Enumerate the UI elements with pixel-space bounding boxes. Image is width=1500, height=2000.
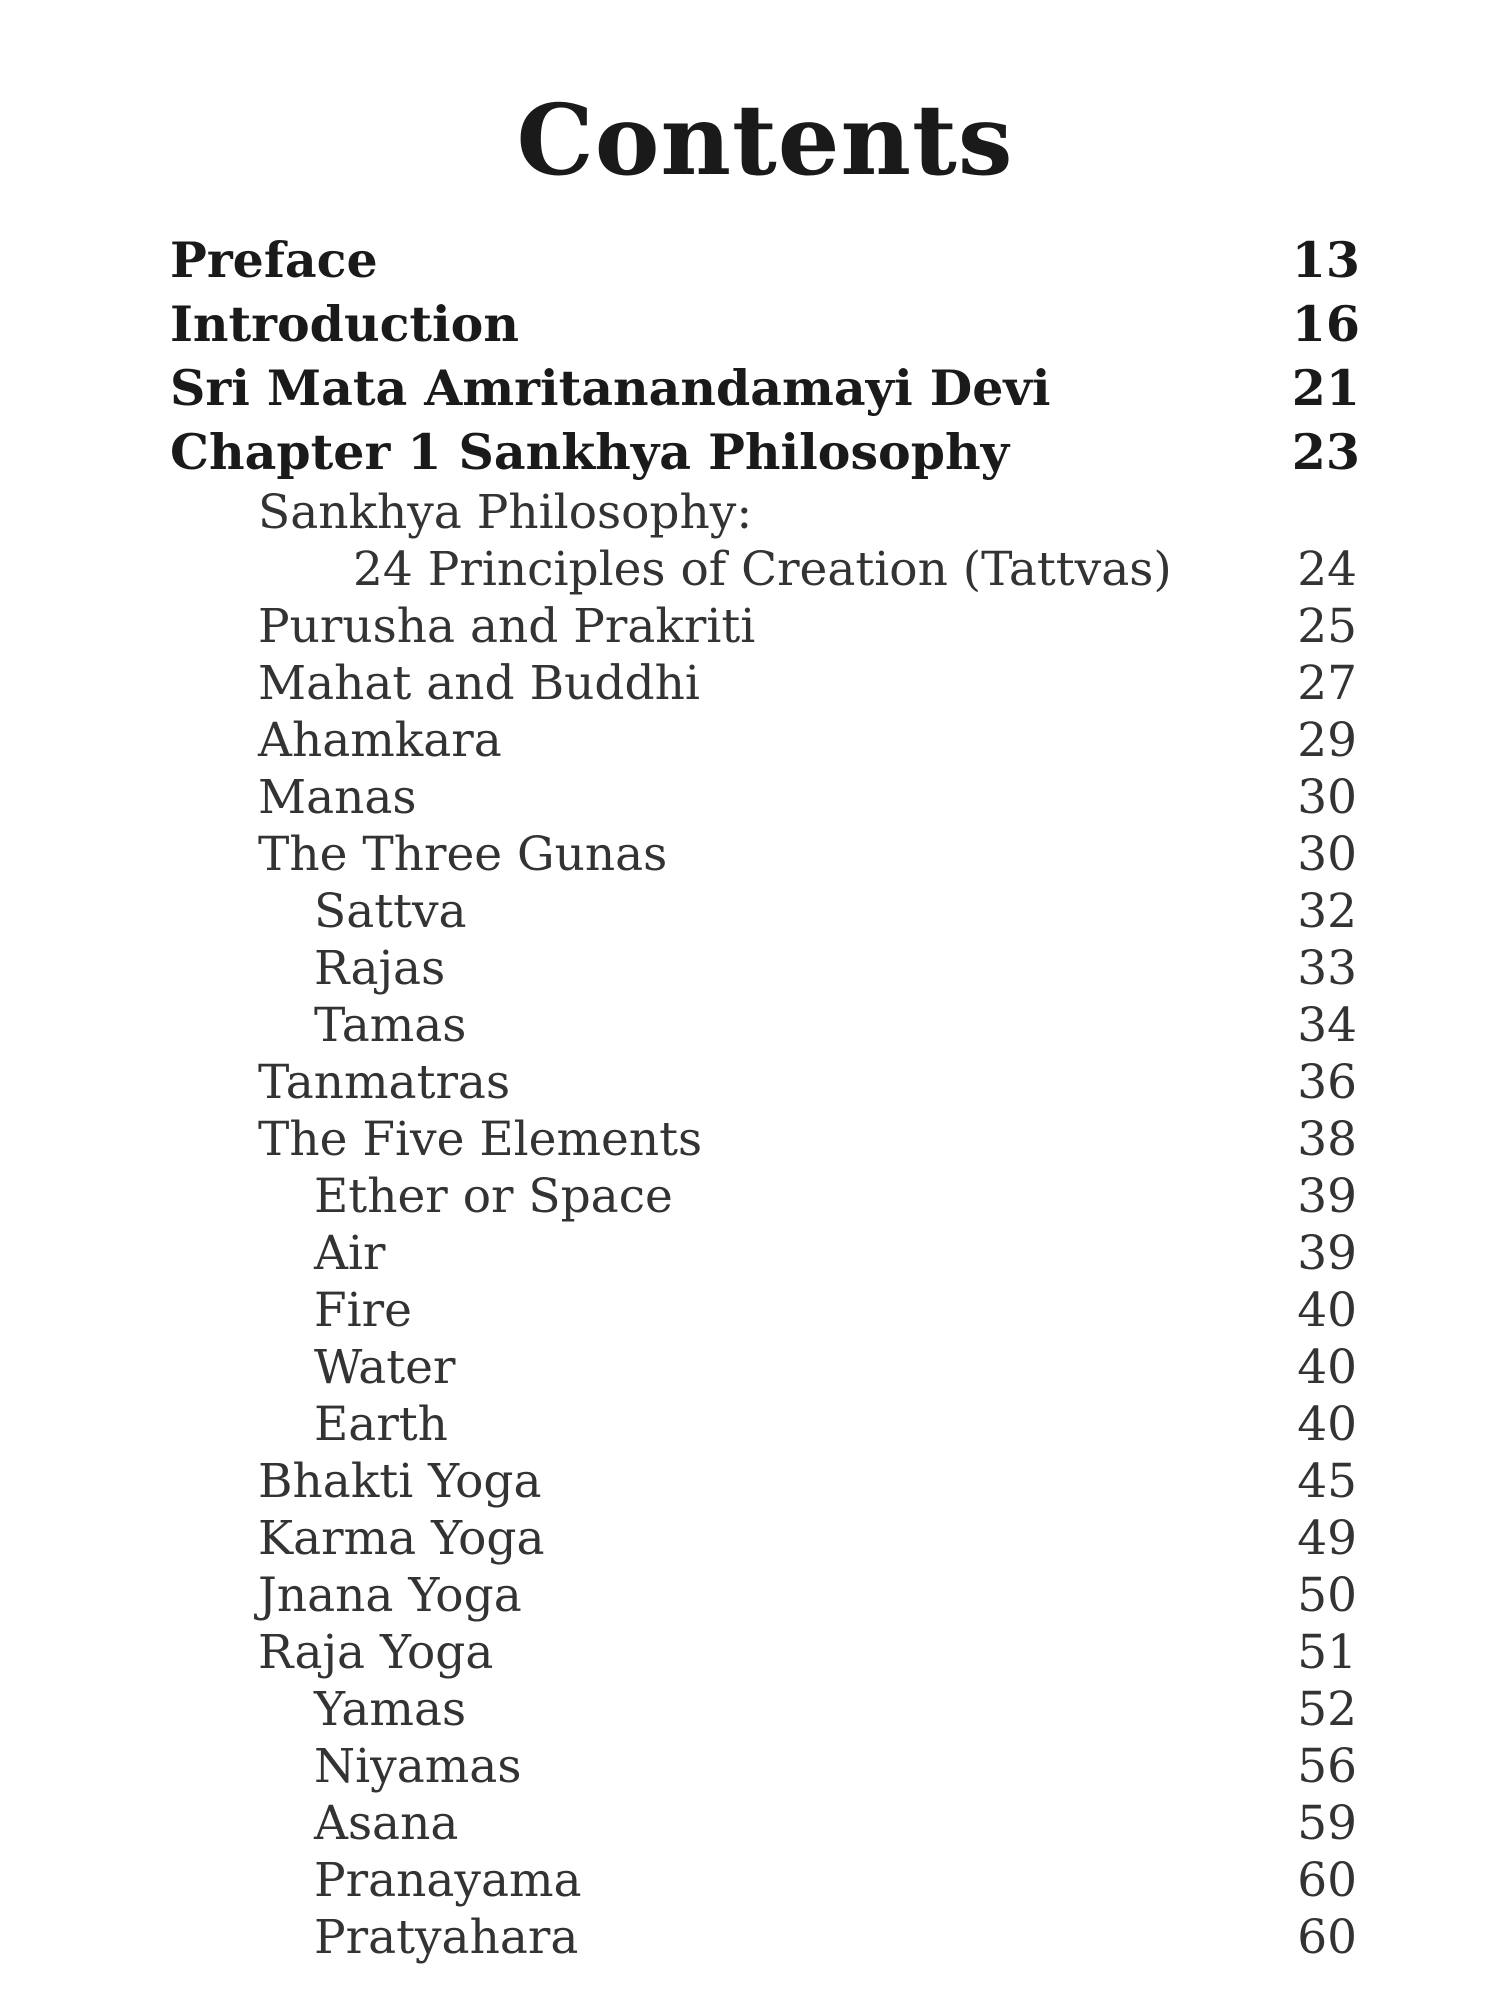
- toc-entry-title: Tamas: [314, 998, 467, 1053]
- toc-entry-page: 50: [1297, 1568, 1357, 1623]
- toc-entry-page: 29: [1297, 713, 1357, 768]
- toc-entry-tamas[interactable]: [0, 997, 1500, 1054]
- toc-entry-purusha[interactable]: [0, 598, 1500, 655]
- toc-entry-page: 30: [1297, 770, 1357, 825]
- toc-entry-page: 38: [1297, 1112, 1357, 1167]
- toc-entry-raja-yoga[interactable]: [0, 1624, 1500, 1681]
- toc-entry-title: Preface: [170, 231, 378, 289]
- toc-entry-title: Karma Yoga: [258, 1511, 545, 1566]
- toc-entry-title: The Five Elements: [258, 1112, 703, 1167]
- toc-entry-preface[interactable]: [0, 228, 1500, 292]
- toc-entry-title: Pranayama: [314, 1853, 582, 1908]
- toc-entry-title: Mahat and Buddhi: [258, 656, 700, 711]
- toc-entry-page: 49: [1297, 1511, 1357, 1566]
- table-of-contents: [0, 228, 1500, 1966]
- toc-entry-introduction[interactable]: [0, 292, 1500, 356]
- toc-entry-page: 59: [1297, 1796, 1357, 1851]
- toc-entry-page: 36: [1297, 1055, 1357, 1110]
- toc-entry-pranayama[interactable]: [0, 1852, 1500, 1909]
- toc-entry-title: Ether or Space: [314, 1169, 673, 1224]
- toc-entry-page: 21: [1291, 359, 1360, 417]
- toc-entry-page: 33: [1297, 941, 1357, 996]
- toc-entry-page: 13: [1291, 231, 1360, 289]
- toc-entry-title: Asana: [314, 1796, 459, 1851]
- toc-entry-page: 23: [1291, 423, 1360, 481]
- toc-entry-title: Raja Yoga: [258, 1625, 494, 1680]
- toc-entry-title: Rajas: [314, 941, 446, 996]
- toc-entry-title: Niyamas: [314, 1739, 522, 1794]
- toc-entry-title: Sankhya Philosophy:: [258, 485, 753, 540]
- toc-entry-title: Sri Mata Amritanandamayi Devi: [170, 359, 1051, 417]
- toc-entry-title: The Three Gunas: [258, 827, 668, 882]
- toc-entry-title: Pratyahara: [314, 1910, 579, 1965]
- toc-entry-page: 25: [1297, 599, 1357, 654]
- toc-entry-page: 51: [1297, 1625, 1357, 1680]
- toc-entry-title: Fire: [314, 1283, 412, 1338]
- toc-entry-page: 45: [1297, 1454, 1357, 1509]
- toc-entry-water[interactable]: [0, 1339, 1500, 1396]
- toc-entry-manas[interactable]: [0, 769, 1500, 826]
- toc-entry-karma-yoga[interactable]: [0, 1510, 1500, 1567]
- toc-entry-title: Tanmatras: [258, 1055, 511, 1110]
- toc-entry-title: Bhakti Yoga: [258, 1454, 542, 1509]
- toc-entry-ether[interactable]: [0, 1168, 1500, 1225]
- toc-entry-earth[interactable]: [0, 1396, 1500, 1453]
- toc-entry-air[interactable]: [0, 1225, 1500, 1282]
- toc-entry-jnana-yoga[interactable]: [0, 1567, 1500, 1624]
- toc-entry-three-gunas[interactable]: [0, 826, 1500, 883]
- toc-entry-page: 24: [1297, 542, 1357, 597]
- toc-entry-title: Manas: [258, 770, 417, 825]
- toc-entry-title: Chapter 1 Sankhya Philosophy: [170, 423, 1010, 481]
- toc-entry-sankhya-philosophy[interactable]: [0, 484, 1500, 541]
- toc-entry-page: 39: [1297, 1226, 1357, 1281]
- page-title: Contents: [516, 82, 1014, 197]
- toc-entry-sattva[interactable]: [0, 883, 1500, 940]
- toc-entry-page: 39: [1297, 1169, 1357, 1224]
- toc-entry-page: 34: [1297, 998, 1357, 1053]
- toc-entry-page: 40: [1297, 1340, 1357, 1395]
- toc-entry-sri-mata[interactable]: [0, 356, 1500, 420]
- toc-entry-title: Earth: [314, 1397, 448, 1452]
- toc-entry-page: 30: [1297, 827, 1357, 882]
- toc-entry-title: Yamas: [314, 1682, 467, 1737]
- toc-entry-title: Ahamkara: [258, 713, 502, 768]
- toc-entry-page: 40: [1297, 1283, 1357, 1338]
- toc-entry-24-principles[interactable]: [0, 541, 1500, 598]
- toc-entry-title: Purusha and Prakriti: [258, 599, 756, 654]
- toc-entry-bhakti-yoga[interactable]: [0, 1453, 1500, 1510]
- toc-entry-page: 60: [1297, 1853, 1357, 1908]
- toc-entry-ahamkara[interactable]: [0, 712, 1500, 769]
- toc-entry-title: Introduction: [170, 295, 519, 353]
- toc-entry-title: Jnana Yoga: [258, 1568, 522, 1623]
- toc-entry-asana[interactable]: [0, 1795, 1500, 1852]
- toc-entry-title: Sattva: [314, 884, 467, 939]
- toc-entry-fire[interactable]: [0, 1282, 1500, 1339]
- toc-entry-title: Air: [314, 1226, 386, 1281]
- toc-entry-page: 56: [1297, 1739, 1357, 1794]
- toc-entry-page: 32: [1297, 884, 1357, 939]
- toc-entry-pratyahara[interactable]: [0, 1909, 1500, 1966]
- toc-entry-page: 52: [1297, 1682, 1357, 1737]
- toc-entry-page: 16: [1291, 295, 1360, 353]
- toc-entry-page: 27: [1297, 656, 1357, 711]
- toc-entry-chapter-1[interactable]: [0, 420, 1500, 484]
- toc-entry-niyamas[interactable]: [0, 1738, 1500, 1795]
- toc-entry-yamas[interactable]: [0, 1681, 1500, 1738]
- toc-entry-page: 40: [1297, 1397, 1357, 1452]
- toc-entry-rajas[interactable]: [0, 940, 1500, 997]
- toc-entry-page: 60: [1297, 1910, 1357, 1965]
- toc-entry-title: Water: [314, 1340, 456, 1395]
- toc-entry-five-elements[interactable]: [0, 1111, 1500, 1168]
- toc-entry-tanmatras[interactable]: [0, 1054, 1500, 1111]
- toc-entry-mahat[interactable]: [0, 655, 1500, 712]
- toc-entry-title: 24 Principles of Creation (Tattvas): [353, 542, 1172, 597]
